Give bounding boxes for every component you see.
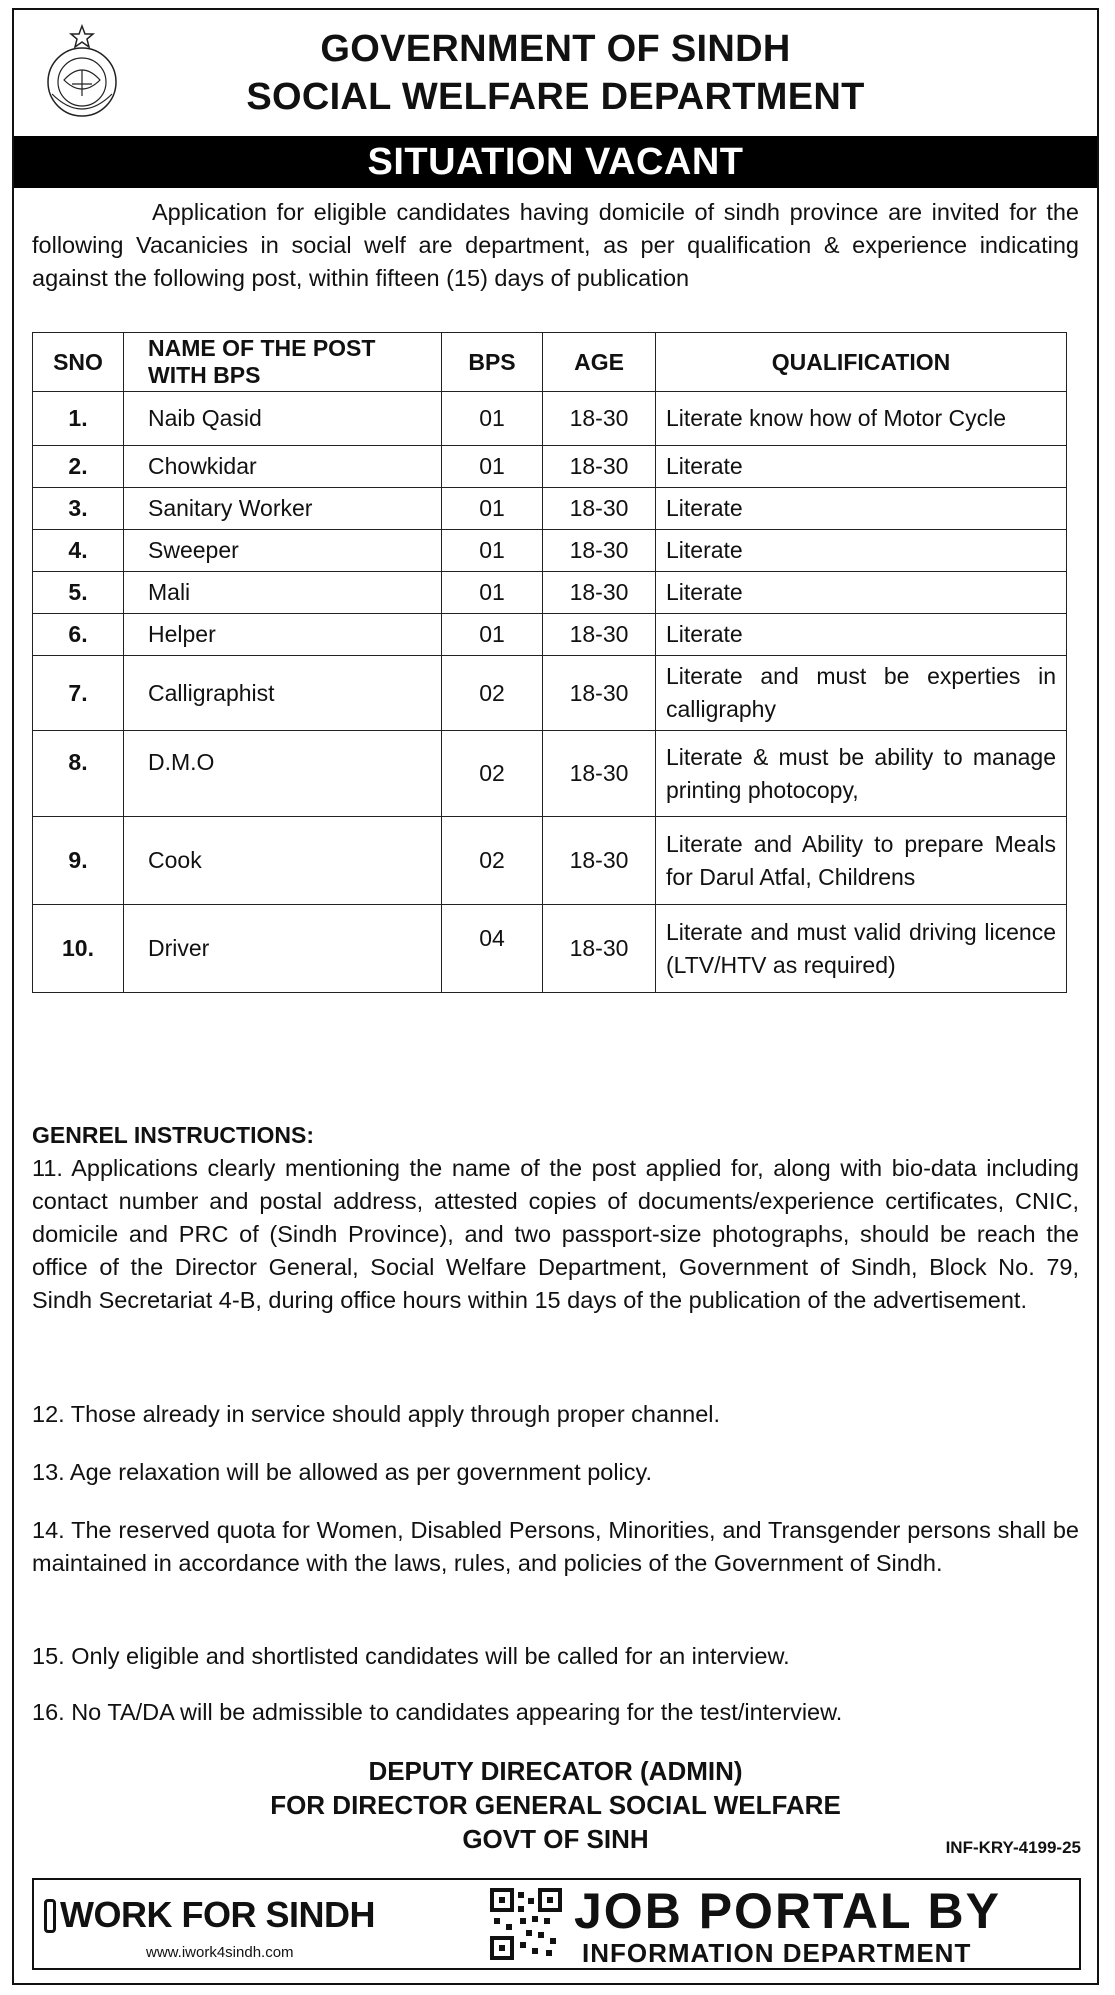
situation-vacant-banner: SITUATION VACANT: [14, 136, 1097, 188]
information-department-title: INFORMATION DEPARTMENT: [582, 1938, 972, 1968]
cell-bps: 04: [442, 905, 543, 993]
cell-sno: 6.: [33, 614, 124, 656]
advertisement-page: [12, 8, 1099, 1985]
cell-sno: 1.: [33, 392, 124, 446]
cell-bps: 01: [442, 530, 543, 572]
instruction-item-14: 14. The reserved quota for Women, Disabled Persons, Minorities, and Transgender persons shall be maintained in accordance with the laws, rules, and policies of the Government of Sindh.: [32, 1517, 1079, 1576]
cell-age: 18-30: [543, 905, 656, 993]
cell-bps: 01: [442, 446, 543, 488]
table-row: [33, 905, 1067, 993]
table-row: [33, 488, 1067, 530]
cell-qualification: Literate know how of Motor Cycle: [656, 392, 1067, 446]
cell-bps: 02: [442, 656, 543, 731]
cell-post-name: Helper: [124, 614, 442, 656]
iwork-logo: [44, 1894, 375, 1936]
cell-qualification: Literate and must valid driving licence (LTV/HTV as required): [656, 905, 1067, 993]
table-row: [33, 530, 1067, 572]
column-header-age: AGE: [543, 333, 656, 392]
qr-code-icon: [490, 1888, 562, 1960]
table-row: [33, 446, 1067, 488]
column-header-qualification: QUALIFICATION: [656, 333, 1067, 392]
cell-sno: 9.: [33, 817, 124, 905]
cell-post-name: Chowkidar: [124, 446, 442, 488]
cell-bps: 01: [442, 488, 543, 530]
cell-post-name: Sweeper: [124, 530, 442, 572]
cell-age: 18-30: [543, 731, 656, 817]
iwork-logo-text: WORK FOR SINDH: [60, 1894, 375, 1935]
cell-bps: 02: [442, 731, 543, 817]
cell-age: 18-30: [543, 656, 656, 731]
cell-sno: 4.: [33, 530, 124, 572]
cell-bps: 01: [442, 392, 543, 446]
cell-qualification: Literate: [656, 530, 1067, 572]
cell-age: 18-30: [543, 392, 656, 446]
table-header-row: [33, 333, 1067, 392]
cell-bps: 01: [442, 614, 543, 656]
column-header-name: NAME OF THE POST WITH BPS: [124, 333, 442, 392]
instruction-item-16: 16. No TA/DA will be admissible to candidates appearing for the test/interview.: [32, 1699, 843, 1725]
iwork-url: www.iwork4sindh.com: [146, 1944, 294, 1961]
cell-sno: 8.: [33, 731, 124, 817]
cell-qualification: Literate: [656, 488, 1067, 530]
signature-office: FOR DIRECTOR GENERAL SOCIAL WELFARE: [270, 1790, 841, 1820]
cell-qualification: Literate and Ability to prepare Meals for Darul Atfal, Childrens: [656, 817, 1067, 905]
cell-post-name: D.M.O: [124, 731, 442, 817]
instruction-item-12: 12. Those already in service should apply through proper channel.: [32, 1401, 721, 1427]
cell-post-name: Naib Qasid: [124, 392, 442, 446]
cell-sno: 10.: [33, 905, 124, 993]
cell-post-name: Driver: [124, 905, 442, 993]
signature-designation: DEPUTY DIRECATOR (ADMIN): [368, 1756, 743, 1786]
cell-sno: 2.: [33, 446, 124, 488]
cell-post-name: Calligraphist: [124, 656, 442, 731]
footer-banner: [32, 1878, 1081, 1970]
cell-qualification: Literate: [656, 572, 1067, 614]
column-header-sno: SNO: [33, 333, 124, 392]
cell-age: 18-30: [543, 817, 656, 905]
cell-post-name: Mali: [124, 572, 442, 614]
signature-government: GOVT OF SINH: [462, 1824, 649, 1854]
intro-paragraph: Application for eligible candidates having domicile of sindh province are invited for the following Vacanicies in social welf are department, as per qualification & experience indicating against the following post, within fifteen (15) days of publication: [32, 199, 1079, 291]
instruction-item-11: 11. Applications clearly mentioning the name of the post applied for, along with bio-data including contact number and postal address, attested copies of documents/experience certificates, CNIC, domicile and PRC of (Sindh Province), and two passport-size photographs, should be reach the office of the Director General, Social Welfare Department, Government of Sindh, Block No. 79, Sindh Secretariat 4-B, during office hours within 15 days of the publication of the advertisement.: [32, 1155, 1079, 1313]
column-header-bps: BPS: [442, 333, 543, 392]
cell-sno: 5.: [33, 572, 124, 614]
cell-age: 18-30: [543, 614, 656, 656]
header: [14, 10, 1097, 136]
table-row: [33, 656, 1067, 731]
cell-post-name: Sanitary Worker: [124, 488, 442, 530]
cell-qualification: Literate and must be experties in calligraphy: [656, 656, 1067, 731]
government-title: GOVERNMENT OF SINDH: [320, 28, 791, 70]
cell-sno: 7.: [33, 656, 124, 731]
cell-qualification: Literate & must be ability to manage printing photocopy,: [656, 731, 1067, 817]
cell-bps: 01: [442, 572, 543, 614]
department-title: SOCIAL WELFARE DEPARTMENT: [246, 76, 865, 118]
cell-age: 18-30: [543, 530, 656, 572]
cell-qualification: Literate: [656, 614, 1067, 656]
table-row: [33, 817, 1067, 905]
reference-number: INF-KRY-4199-25: [945, 1838, 1081, 1857]
cell-bps: 02: [442, 817, 543, 905]
table-row: [33, 572, 1067, 614]
table-row: [33, 392, 1067, 446]
cell-age: 18-30: [543, 488, 656, 530]
cell-sno: 3.: [33, 488, 124, 530]
cell-age: 18-30: [543, 572, 656, 614]
job-portal-title: JOB PORTAL BY: [574, 1883, 1001, 1939]
instruction-item-15: 15. Only eligible and shortlisted candidates will be called for an interview.: [32, 1643, 790, 1669]
instructions-heading: GENREL INSTRUCTIONS:: [32, 1122, 314, 1148]
vacancies-table: [32, 332, 1067, 993]
table-row: [33, 731, 1067, 817]
cell-post-name: Cook: [124, 817, 442, 905]
cell-age: 18-30: [543, 446, 656, 488]
table-row: [33, 614, 1067, 656]
cell-qualification: Literate: [656, 446, 1067, 488]
iwork-i-icon: [44, 1899, 56, 1933]
instruction-item-13: 13. Age relaxation will be allowed as per government policy.: [32, 1459, 653, 1485]
